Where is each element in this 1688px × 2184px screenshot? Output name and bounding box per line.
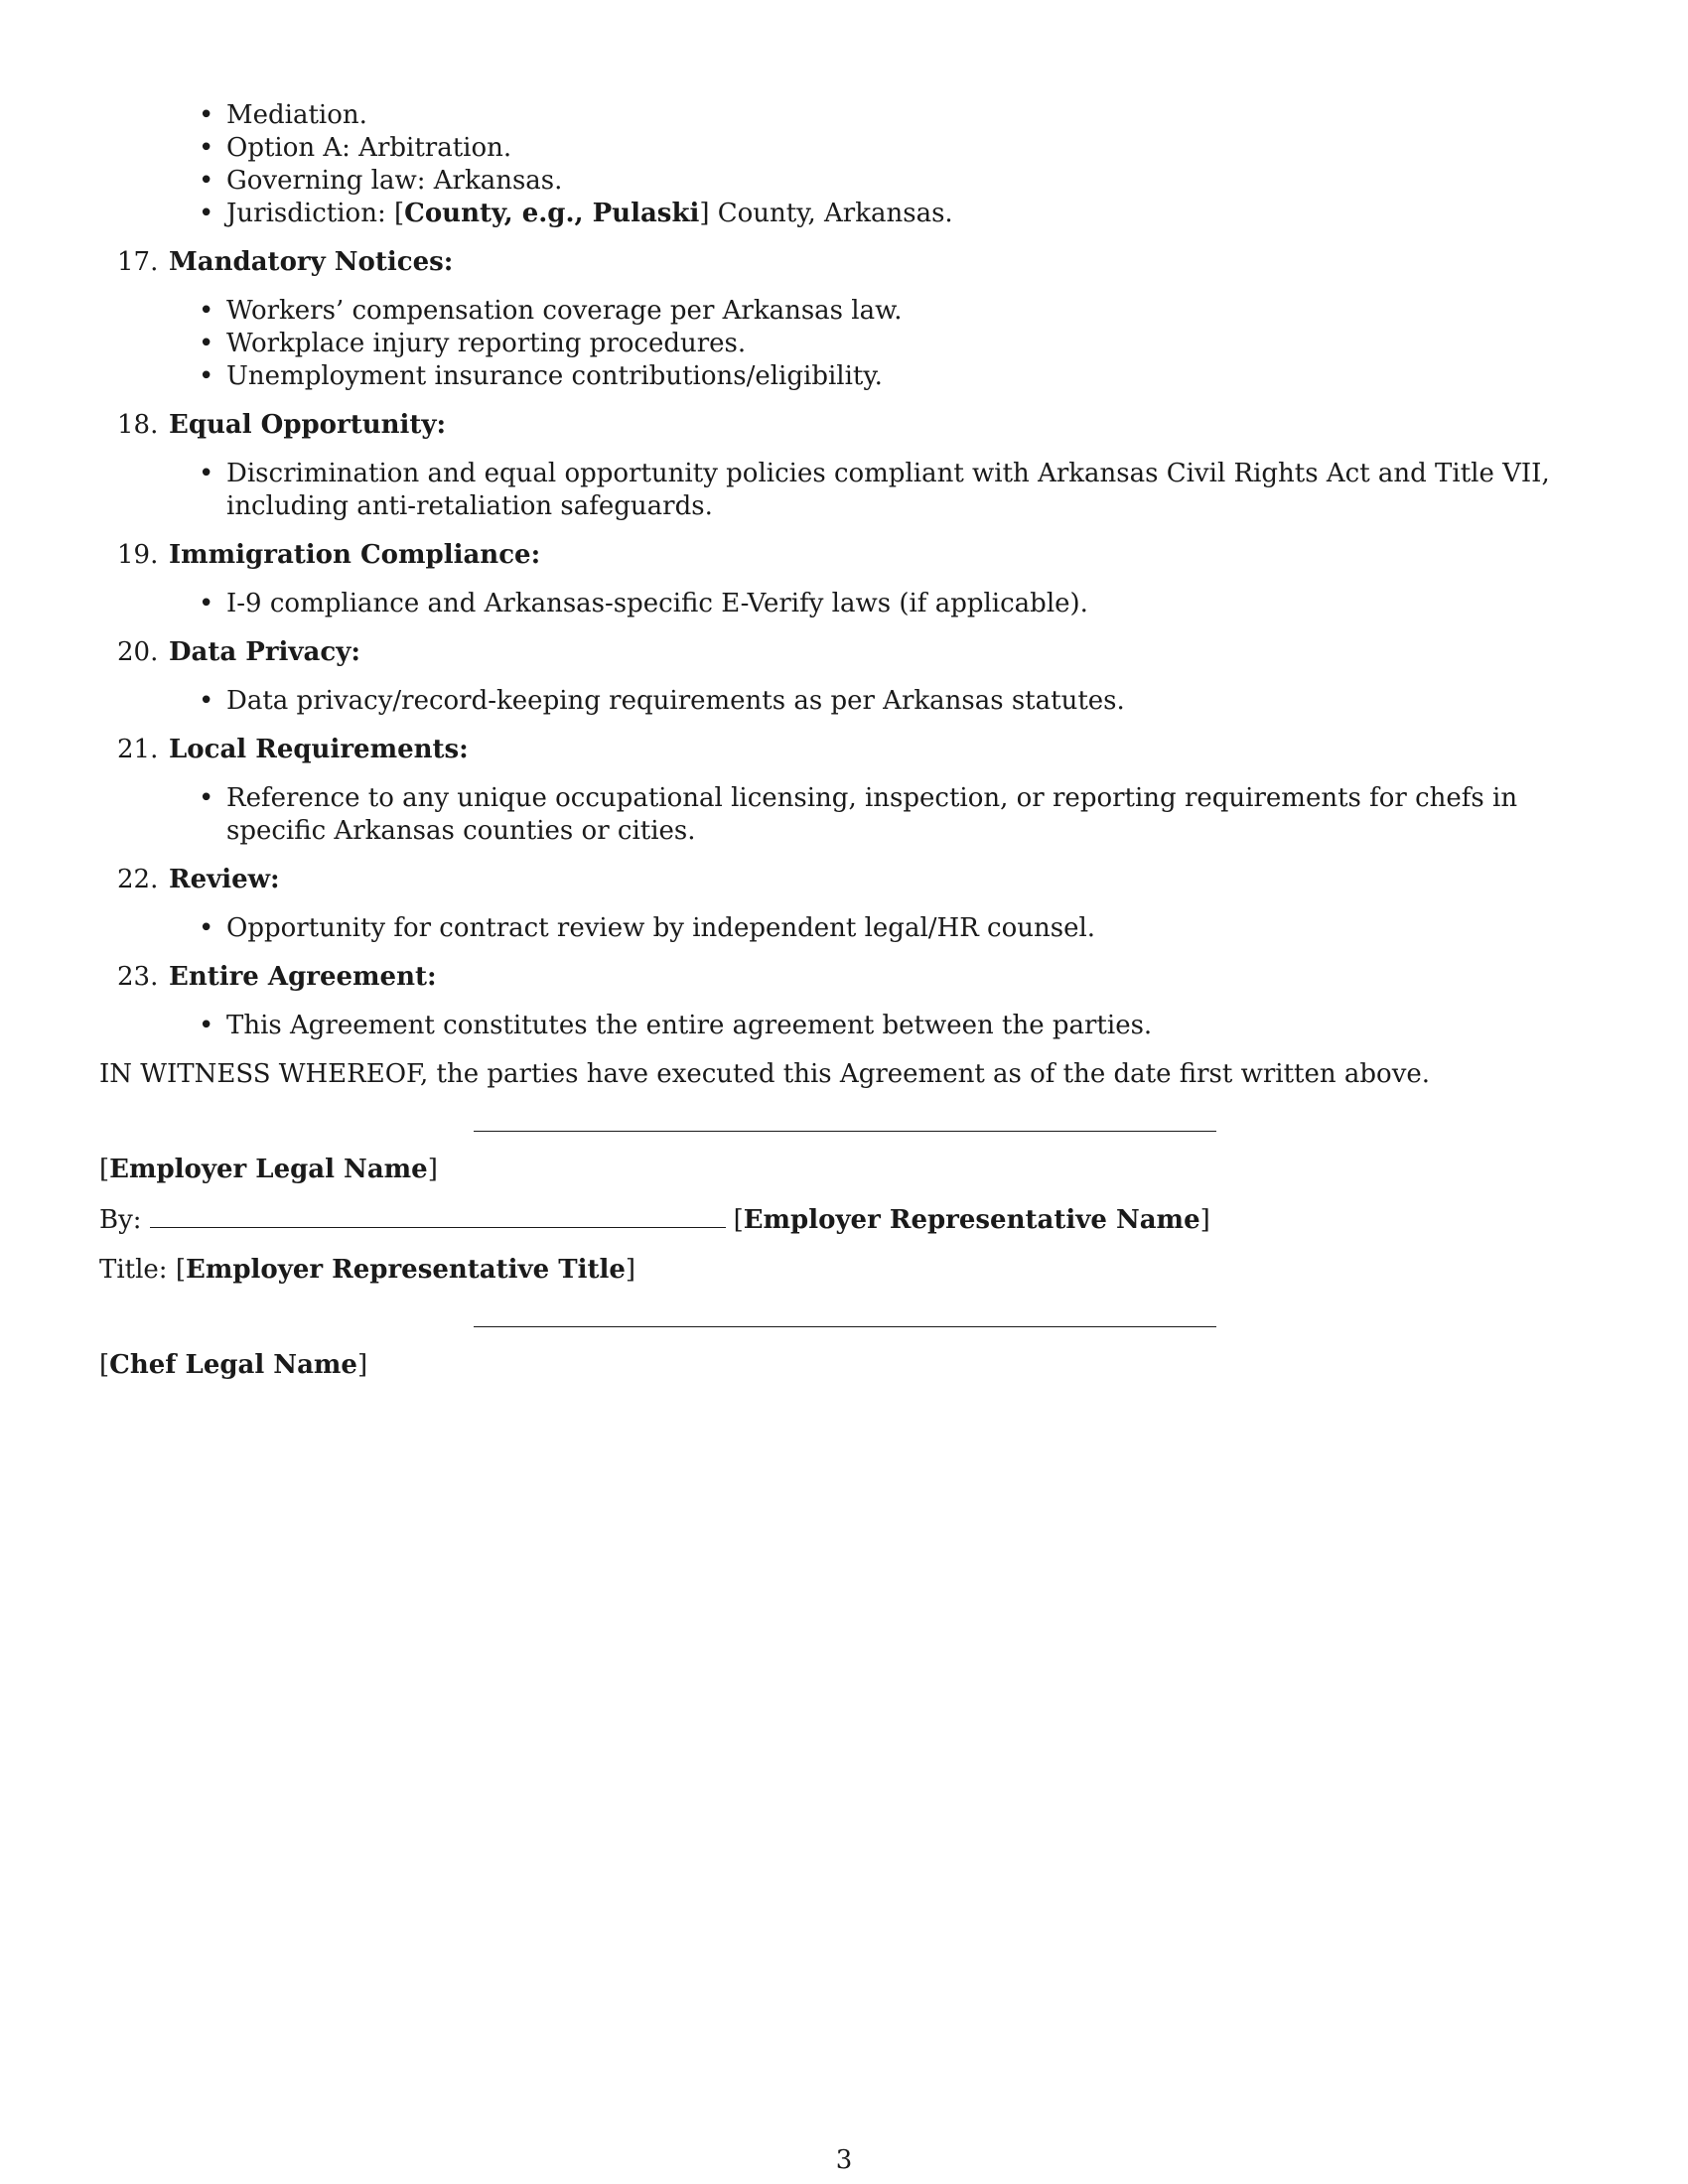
list-item: • I-9 compliance and Arkansas-specific E-Verify laws (if applicable). [226, 588, 1589, 620]
employer-signature-line [474, 1131, 1216, 1132]
list-item: • Workers’ compensation coverage per Arkansas law. [226, 295, 1589, 328]
list-item: • Data privacy/record-keeping requirements as per Arkansas statutes. [226, 685, 1589, 718]
section-bullet-list [99, 782, 1589, 848]
bracket-open: [ [99, 1155, 110, 1184]
section-20 [99, 636, 1589, 718]
section-heading [99, 409, 1589, 442]
section-21 [99, 734, 1589, 848]
jurisdiction-item [226, 198, 1589, 230]
section-title: Local Requirements: [169, 735, 469, 764]
bracket-open: [ [393, 199, 405, 228]
section-number: 22. [117, 865, 159, 894]
section-number: 21. [117, 735, 159, 764]
section-number: 19. [117, 540, 159, 570]
by-line [99, 1204, 1589, 1237]
continued-bullet-list [99, 99, 1589, 230]
list-item: • Governing law: Arkansas. [226, 165, 1589, 198]
chef-name-line [99, 1349, 1589, 1382]
employer-representative-title: Employer Representative Title [186, 1255, 626, 1285]
section-bullet-list [99, 685, 1589, 718]
list-item: • Option A: Arbitration. [226, 132, 1589, 165]
chef-signature-line [474, 1326, 1216, 1327]
section-17 [99, 246, 1589, 393]
section-number: 18. [117, 410, 159, 440]
section-heading [99, 961, 1589, 994]
list-item: • Mediation. [226, 99, 1589, 132]
witness-statement: IN WITNESS WHEREOF, the parties have executed this Agreement as of the date first written above. [99, 1059, 1431, 1089]
section-number: 20. [117, 637, 159, 667]
section-title: Immigration Compliance: [169, 540, 541, 570]
section-22 [99, 864, 1589, 945]
bracket-close: ] [427, 1155, 438, 1184]
list-item: • Workplace injury reporting procedures. [226, 328, 1589, 360]
county-placeholder: County, e.g., Pulaski [404, 199, 700, 228]
bracket-open: [ [175, 1255, 186, 1285]
section-heading [99, 246, 1589, 279]
by-signature-blank [150, 1205, 726, 1228]
list-item: • Opportunity for contract review by independent legal/HR counsel. [226, 912, 1589, 945]
jurisdiction-prefix: Jurisdiction: [226, 199, 394, 228]
section-23 [99, 961, 1589, 1042]
section-number: 23. [117, 962, 159, 992]
section-number: 17. [117, 247, 159, 277]
bracket-close: ] [1199, 1205, 1210, 1235]
jurisdiction-suffix: County, Arkansas. [709, 199, 953, 228]
list-item: • Reference to any unique occupational licensing, inspection, or reporting requirements for chefs in specific Arkansas counties or cities. [226, 782, 1589, 848]
bracket-open: [ [99, 1350, 110, 1380]
title-label: Title: [99, 1255, 168, 1285]
section-bullet-list [99, 458, 1589, 523]
section-heading [99, 734, 1589, 766]
section-title: Data Privacy: [169, 637, 360, 667]
section-title: Equal Opportunity: [169, 410, 447, 440]
list-item: • Discrimination and equal opportunity policies compliant with Arkansas Civil Rights Act and Title VII, including anti-retaliation safeguards. [226, 458, 1589, 523]
employer-legal-name: Employer Legal Name [109, 1155, 428, 1184]
section-title: Entire Agreement: [169, 962, 437, 992]
section-heading [99, 539, 1589, 572]
section-bullet-list [99, 588, 1589, 620]
section-bullet-list [99, 1010, 1589, 1042]
section-18 [99, 409, 1589, 523]
section-bullet-list [99, 295, 1589, 393]
title-line [99, 1254, 1589, 1287]
chef-legal-name: Chef Legal Name [109, 1350, 357, 1380]
bracket-close: ] [625, 1255, 636, 1285]
employer-representative-name: Employer Representative Name [743, 1205, 1200, 1235]
section-19 [99, 539, 1589, 620]
by-label: By: [99, 1205, 142, 1235]
section-heading [99, 864, 1589, 896]
section-title: Mandatory Notices: [169, 247, 454, 277]
bracket-close: ] [356, 1350, 368, 1380]
section-title: Review: [169, 865, 280, 894]
document-page [99, 99, 1589, 1382]
list-item: • This Agreement constitutes the entire agreement between the parties. [226, 1010, 1589, 1042]
page-number: 3 [835, 2145, 853, 2175]
section-heading [99, 636, 1589, 669]
bracket-close: ] [699, 199, 710, 228]
list-item: • Unemployment insurance contributions/eligibility. [226, 360, 1589, 393]
section-bullet-list [99, 912, 1589, 945]
employer-name-line [99, 1154, 1589, 1186]
bracket-open: [ [733, 1205, 744, 1235]
